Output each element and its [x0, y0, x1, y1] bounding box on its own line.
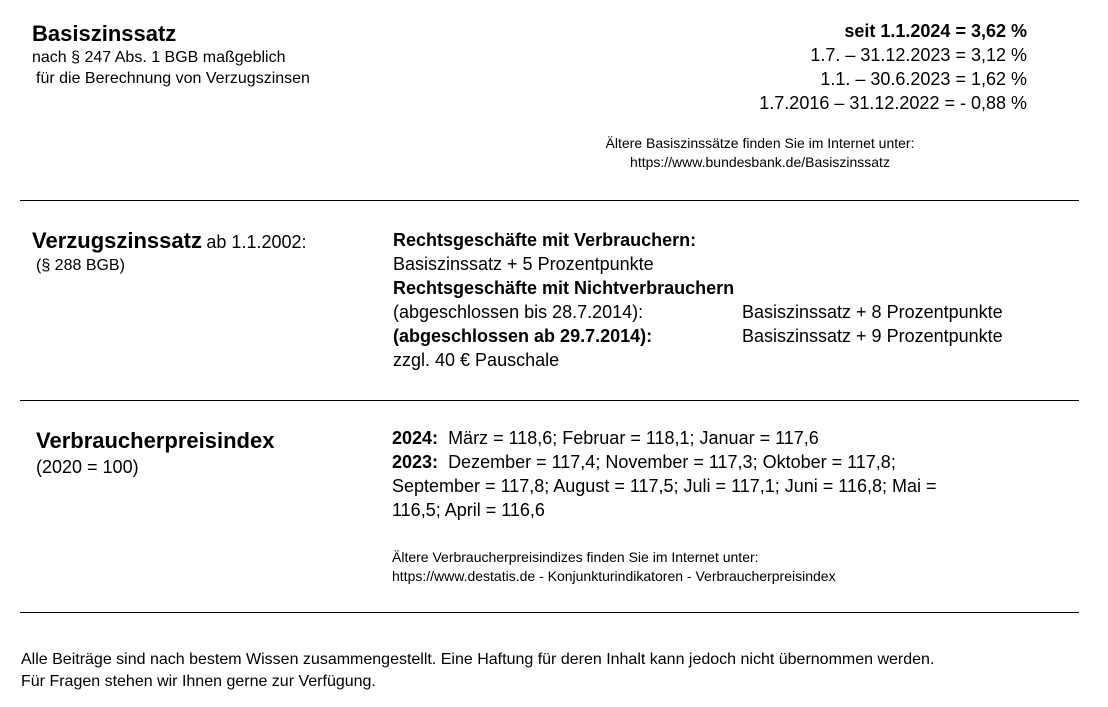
rate-current: seit 1.1.2024 = 3,62 %: [844, 21, 1027, 41]
vpi-note: [392, 548, 836, 586]
row1-value: Basiszinssatz + 8 Prozentpunkte: [742, 302, 1003, 322]
basiszinssatz-note: [560, 134, 960, 172]
vpi-2024-line: [392, 426, 937, 450]
basiszinssatz-subtitle-line1: nach § 247 Abs. 1 BGB maßgeblich: [32, 49, 286, 66]
row2-value: Basiszinssatz + 9 Prozentpunkte: [742, 326, 1003, 346]
verbraucher-text: Basiszinssatz + 5 Prozentpunkte: [393, 254, 654, 274]
row1-label: (abgeschlossen bis 28.7.2014):: [393, 302, 644, 322]
verzugszinssatz-subtitle: (§ 288 BGB): [36, 257, 125, 274]
basiszinssatz-note-line1: Ältere Basiszinssätze finden Sie im Internet unter:: [605, 135, 915, 151]
nichtverbraucher-heading: Rechtsgeschäfte mit Nichtverbrauchern: [393, 278, 735, 298]
vpi-2024-text: März = 118,6; Februar = 118,1; Januar = 117,6: [448, 428, 819, 448]
verzugszinssatz-heading: [32, 228, 307, 254]
pauschale-text: zzgl. 40 € Pauschale: [393, 350, 560, 370]
nichtverbraucher-row-1: [393, 300, 1003, 324]
vpi-2024-label: 2024:: [392, 428, 439, 448]
vpi-title: Verbraucherpreisindex: [36, 428, 275, 453]
divider: [20, 612, 1079, 613]
rate-item: 1.7. – 31.12.2023 = 3,12 %: [810, 45, 1027, 65]
verzugszinssatz-details: [393, 228, 1003, 372]
vpi-note-link[interactable]: https://www.destatis.de - Konjunkturindikatoren - Verbraucherpreisindex: [392, 568, 836, 584]
vpi-2023-label: 2023:: [392, 452, 439, 472]
vpi-2023-line3: 116,5; April = 116,6: [392, 500, 545, 520]
rate-item: 1.7.2016 – 31.12.2022 = - 0,88 %: [759, 93, 1027, 113]
basiszinssatz-title: Basiszinssatz: [32, 21, 177, 46]
footer-contact: Für Fragen stehen wir Ihnen gerne zur Verfügung.: [21, 673, 376, 690]
verzugszinssatz-title-suffix: ab 1.1.2002:: [206, 232, 307, 252]
basiszinssatz-note-link[interactable]: https://www.bundesbank.de/Basiszinssatz: [630, 154, 890, 170]
vpi-2023-text: Dezember = 117,4; November = 117,3; Oktober = 117,8;: [448, 452, 896, 472]
row2-label: (abgeschlossen ab 29.7.2014):: [393, 326, 653, 346]
verbraucher-heading: Rechtsgeschäfte mit Verbrauchern:: [393, 230, 697, 250]
footer-disclaimer: Alle Beiträge sind nach bestem Wissen zusammengestellt. Eine Haftung für deren Inhalt kann jedoch nicht übernommen werden.: [21, 651, 935, 668]
rate-item: 1.1. – 30.6.2023 = 1,62 %: [820, 69, 1027, 89]
verzugszinssatz-title: Verzugszinssatz: [32, 228, 202, 253]
divider: [20, 200, 1079, 201]
vpi-2023-line: [392, 450, 937, 474]
basiszinssatz-subtitle-line2: für die Berechnung von Verzugszinsen: [36, 70, 310, 87]
basiszinssatz-rates-list: [759, 19, 1027, 115]
vpi-values: [392, 426, 937, 522]
vpi-2023-line2: September = 117,8; August = 117,5; Juli = 117,1; Juni = 116,8; Mai =: [392, 476, 937, 496]
vpi-subtitle: (2020 = 100): [36, 457, 139, 477]
nichtverbraucher-row-2: [393, 324, 1003, 348]
divider: [20, 400, 1079, 401]
vpi-note-line1: Ältere Verbraucherpreisindizes finden Sie im Internet unter:: [392, 549, 759, 565]
